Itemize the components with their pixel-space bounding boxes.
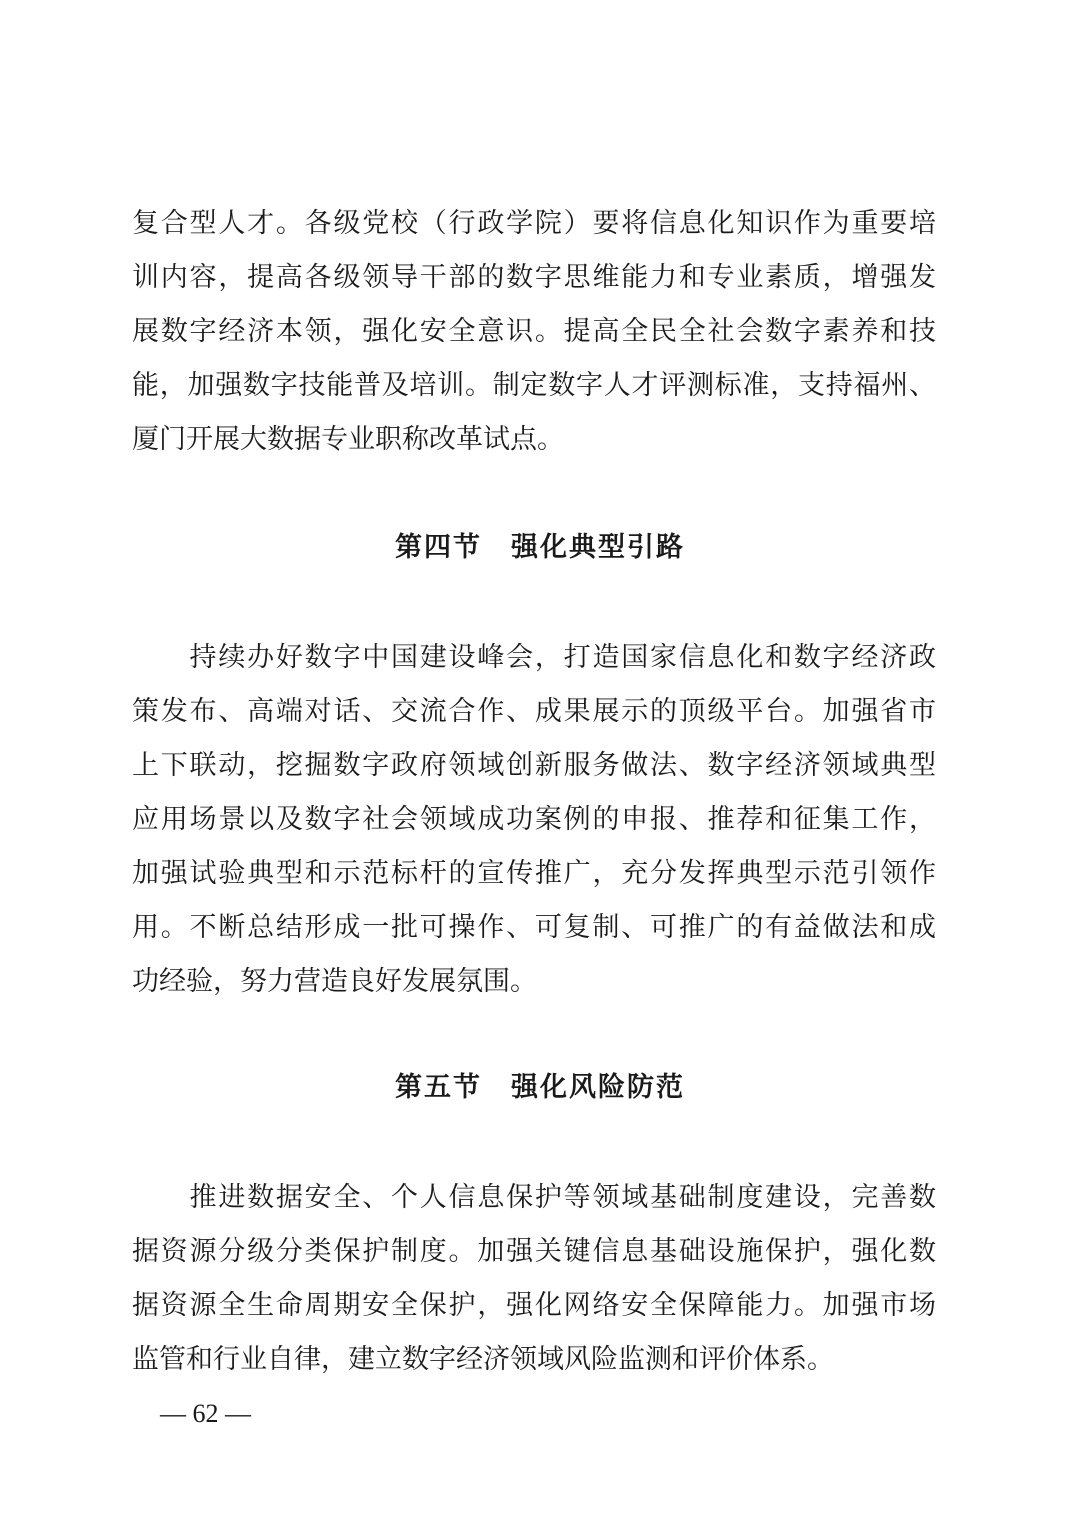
text-line: 上下联动，挖掘数字政府领域创新服务做法、数字经济领域典型 [132,750,936,781]
section-heading-5: 第五节 强化风险防范 [395,1072,685,1103]
page-number: — 62 — [160,1399,251,1428]
text-line: 据资源全生命周期安全保护，强化网络安全保障能力。加强市场 [132,1290,936,1321]
text-line: 厦门开展大数据专业职称改革试点。 [132,424,564,455]
text-line: 应用场景以及数字社会领域成功案例的申报、推荐和征集工作， [132,804,936,835]
text-line: 复合型人才。各级党校（行政学院）要将信息化知识作为重要培 [132,208,936,239]
text-line: 加强试验典型和示范标杆的宣传推广，充分发挥典型示范引领作 [132,858,936,889]
text-line: 能，加强数字技能普及培训。制定数字人才评测标准，支持福州、 [132,370,936,401]
section-heading-4: 第四节 强化典型引路 [395,532,685,563]
text-line: 展数字经济本领，强化安全意识。提高全民全社会数字素养和技 [132,316,936,347]
text-line: 训内容，提高各级领导干部的数字思维能力和专业素质，增强发 [132,262,936,293]
text-line: 功经验，努力营造良好发展氛围。 [132,966,537,997]
text-line: 推进数据安全、个人信息保护等领域基础制度建设，完善数 [132,1182,936,1213]
text-line: 持续办好数字中国建设峰会，打造国家信息化和数字经济政 [132,642,936,673]
text-line: 策发布、高端对话、交流合作、成果展示的顶级平台。加强省市 [132,696,936,727]
text-line: 用。不断总结形成一批可操作、可复制、可推广的有益做法和成 [132,912,936,943]
text-line: 据资源分级分类保护制度。加强关键信息基础设施保护，强化数 [132,1236,936,1267]
text-line: 监管和行业自律，建立数字经济领域风险监测和评价体系。 [132,1344,834,1375]
